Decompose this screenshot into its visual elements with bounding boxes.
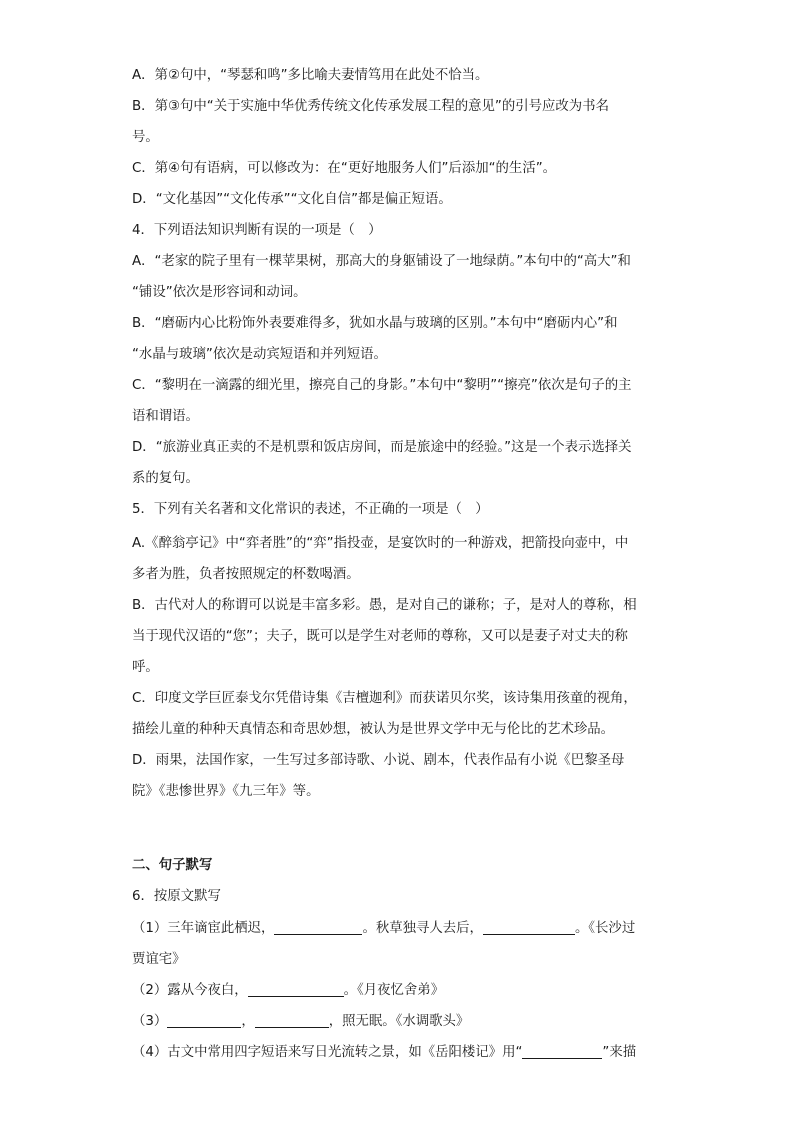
q6-item3-text-a: （3） [132, 1014, 168, 1029]
q4-option-c-line2: 语和谓语。 [132, 409, 199, 424]
q4-option-d-line1: D．“旅游业真正卖的不是机票和饭店房间，而是旅途中的经验。”这是一个表示选择关 [132, 440, 632, 455]
section-title: 二、句子默写 [132, 858, 213, 873]
q6-item2-text-a: （2）露从今夜白， [132, 983, 248, 998]
q5-option-b-line2: 当于现代汉语的“您”；夫子，既可以是学生对老师的尊称，又可以是妻子对丈夫的称 [132, 629, 628, 644]
q4-stem: 4．下列语法知识判断有误的一项是（ ） [132, 223, 382, 238]
q6-item1-text-c: 。《长沙过 [574, 921, 636, 936]
q6-item4-text-b: ”来描 [602, 1045, 637, 1060]
q5-option-a-line1: A.《醉翁亭记》中“弈者胜”的“弈”指投壶，是宴饮时的一种游戏，把箭投向壶中，中 [132, 536, 629, 551]
q5-option-b-line3: 呼。 [132, 660, 159, 675]
q4-option-c-line1: C．“黎明在一滴露的细光里，擦亮自己的身影。”本句中“黎明”“擦亮”依次是句子的主 [132, 378, 632, 393]
q6-item2-text-b: 。《月夜忆舍弟》 [343, 983, 445, 998]
q5-option-d-line1: D．雨果，法国作家，一生写过多部诗歌、小说、剧本，代表作品有小说《巴黎圣母 [132, 753, 625, 768]
q6-item4 [132, 1043, 672, 1063]
q6-stem: 6．按原文默写 [132, 889, 221, 904]
answer-blank[interactable] [522, 1044, 602, 1059]
q5-option-a-line2: 多者为胜，负者按照规定的杯数喝酒。 [132, 567, 360, 582]
q6-item1-line1 [132, 919, 672, 939]
q5-option-d-line2: 院》《悲惨世界》《九三年》等。 [132, 784, 320, 799]
q4-option-d-line2: 系的复句。 [132, 471, 199, 486]
q6-item1-line2: 贾谊宅》 [132, 952, 186, 967]
q4-option-b-line2: “水晶与玻璃”依次是动宾短语和并列短语。 [132, 347, 387, 362]
answer-blank[interactable] [274, 920, 362, 935]
answer-blank[interactable] [255, 1013, 329, 1028]
q5-option-b-line1: B．古代对人的称谓可以说是丰富多彩。愚，是对自己的谦称；子，是对人的尊称，相 [132, 598, 637, 613]
answer-blank[interactable] [248, 982, 344, 997]
q6-item4-text-a: （4）古文中常用四字短语来写日光流转之景，如《岳阳楼记》用“ [132, 1045, 523, 1060]
q6-item2 [132, 981, 672, 1001]
q6-item3 [132, 1012, 672, 1032]
q6-item3-text-b: ， [241, 1014, 255, 1029]
prev-option-a: A．第②句中，“琴瑟和鸣”多比喻夫妻情笃用在此处不恰当。 [132, 68, 489, 83]
prev-option-b-line2: 号。 [132, 130, 159, 145]
q5-stem: 5．下列有关名著和文化常识的表述，不正确的一项是（ ） [132, 502, 489, 517]
answer-blank[interactable] [483, 920, 575, 935]
q4-option-a-line2: “铺设”依次是形容词和动词。 [132, 285, 307, 300]
q6-item1-text-b: 。秋草独寻人去后， [362, 921, 483, 936]
prev-option-d: D．“文化基因”“文化传承”“文化自信”都是偏正短语。 [132, 192, 452, 207]
answer-blank[interactable] [167, 1013, 241, 1028]
q4-option-a-line1: A．“老家的院子里有一棵苹果树，那高大的身躯铺设了一地绿荫。”本句中的“高大”和 [132, 254, 631, 269]
q6-item1-text-a: （1）三年谪宦此栖迟， [132, 921, 275, 936]
q5-option-c-line2: 描绘儿童的种种天真情态和奇思妙想，被认为是世界文学中无与伦比的艺术珍品。 [132, 722, 615, 737]
q6-item3-text-c: ，照无眠。《水调歌头》 [328, 1014, 470, 1029]
prev-option-c: C．第④句有语病，可以修改为：在“更好地服务人们”后添加“的生活”。 [132, 161, 557, 176]
q4-option-b-line1: B．“磨砺内心比粉饰外表要难得多，犹如水晶与玻璃的区别。”本句中“磨砺内心”和 [132, 316, 618, 331]
prev-option-b-line1: B．第③句中“关于实施中华优秀传统文化传承发展工程的意见”的引号应改为书名 [132, 99, 609, 114]
q5-option-c-line1: C．印度文学巨匠泰戈尔凭借诗集《吉檀迦利》而获诺贝尔奖，该诗集用孩童的视角， [132, 691, 637, 706]
